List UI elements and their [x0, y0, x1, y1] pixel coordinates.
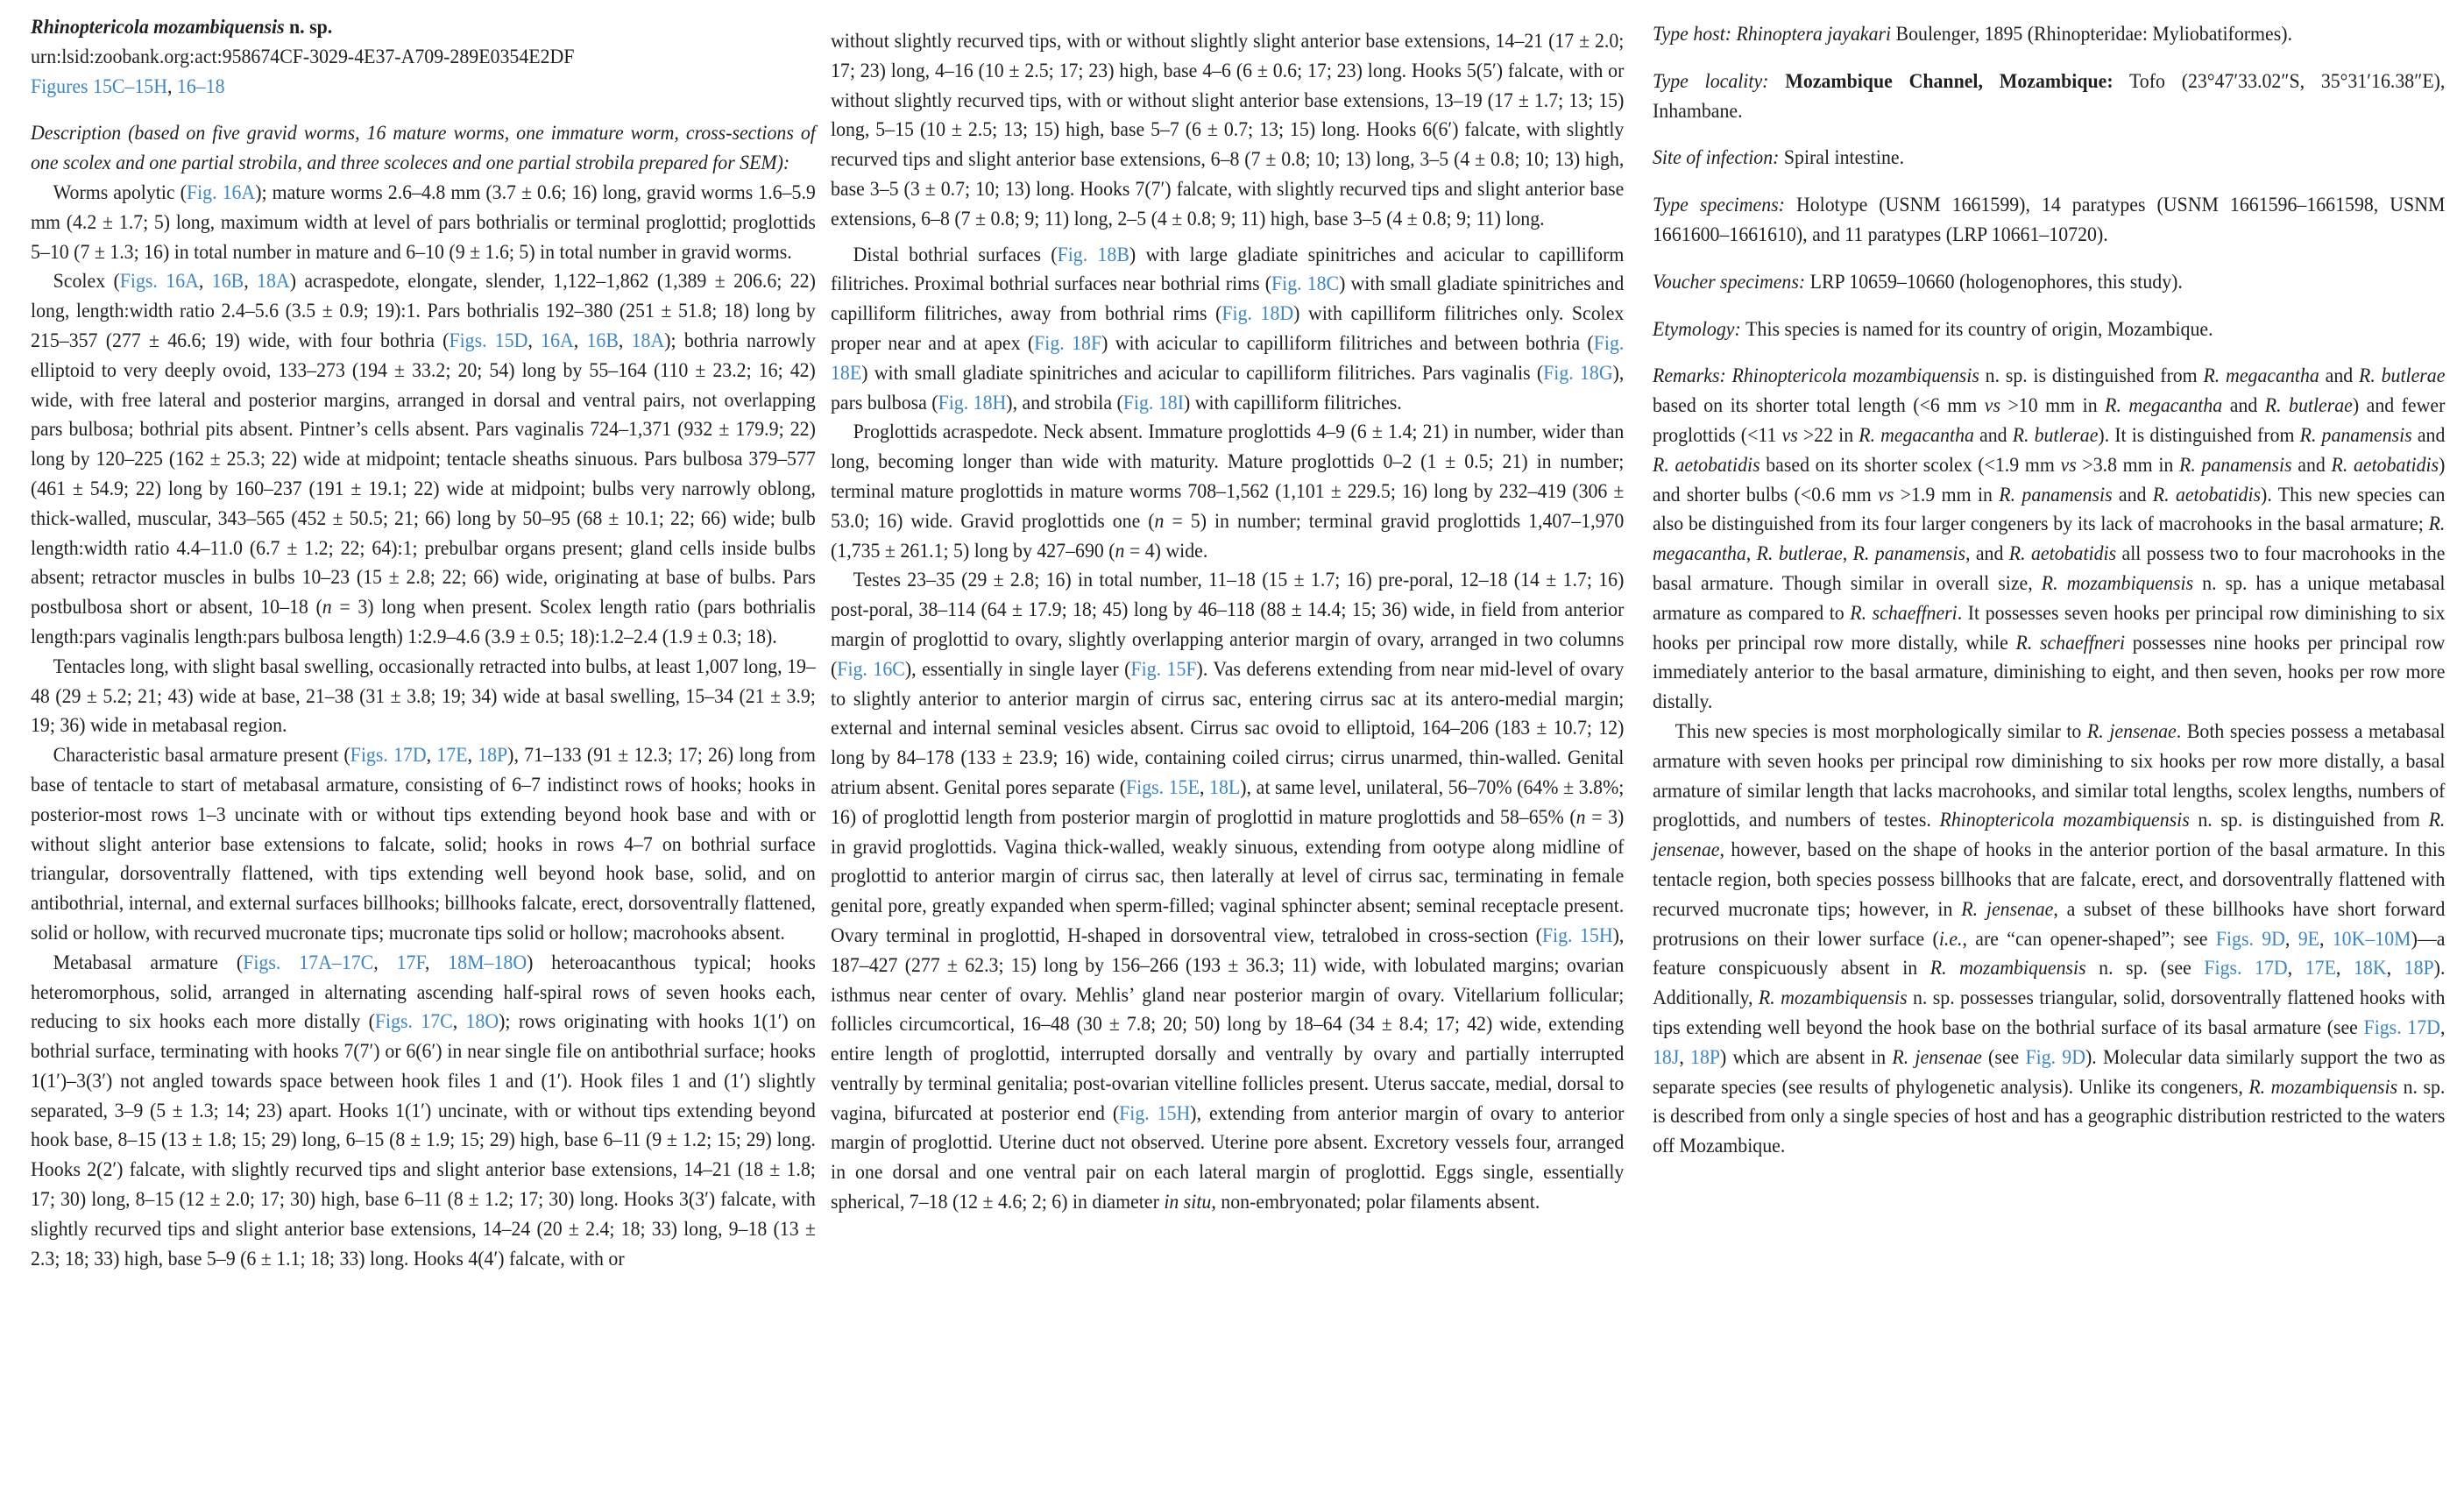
paragraph-microtriches	[831, 240, 1624, 418]
text-run: based on its shorter scolex (<1.9 mm	[1759, 453, 2061, 476]
figure-link[interactable]: 16B	[586, 329, 619, 351]
text-run: ) with capilliform filitriches only. Scolex proper near and at apex (	[831, 302, 1625, 354]
paragraph-metabasal-armature	[31, 948, 816, 1274]
text-run: Testes 23–35 (29 ± 2.8; 16) in total number, 11–18 (15 ± 1.7; 16) pre-poral, 12–18 (14 ± 1.7; 16) post-poral, 38–114 (64 ± 17.9; 18; 45) long by 46–118 (88 ± 14.4; 15; 36) wide, in field from anterior margin of proglottid to ovary, slightly overlapping anterior margin of ovary, arranged in two columns (	[831, 569, 1625, 680]
species-title	[31, 12, 816, 42]
description-intro	[31, 118, 816, 178]
text-run: ); mature worms 2.6–4.8 mm (3.7 ± 0.6; 16) long, gravid worms 1.6–5.9 mm (4.2 ± 1.7; 5) long, maximum width at level of pars bothrialis or terminal proglottid; proglottids 5–10 (7 ± 1.3; 16) in total number in mature and 6–10 (9 ± 1.6; 5) in total number in gravid worms.	[31, 180, 816, 263]
text-run: . It possesses seven hooks per principal row diminishing to six hooks per principal row more distally, while	[1653, 601, 2446, 654]
italic-text: Type host:	[1653, 23, 1737, 45]
paragraph-metabasal-continued	[831, 26, 1624, 234]
figure-references	[31, 72, 816, 102]
text-run: ). It is distinguished from	[2098, 423, 2300, 446]
italic-text: n	[1115, 539, 1125, 562]
text-run: ,	[452, 1010, 466, 1033]
text-run: ,	[2287, 957, 2305, 980]
text-run: Tentacles long, with slight basal swelling, occasionally retracted into bulbs, at least 1,007 long, 19–48 (29 ± 5.2; 21; 43) wide at base, 21–38 (31 ± 3.8; 19; 34) wide at basal swelling, 15–34 (21 ± 3.9; 19; 36) wide in metabasal region.	[31, 654, 816, 737]
italic-text: R. panamensis	[1852, 542, 1965, 565]
text-run: ,	[198, 270, 212, 293]
italic-text: in situ	[1164, 1191, 1212, 1213]
text-run: ,	[2284, 927, 2298, 950]
italic-text: Rhinoptericola mozambiquensis	[1731, 364, 1979, 387]
text-run: Spiral intestine.	[1783, 146, 1905, 169]
italic-text: R. aetobatidis	[2152, 483, 2262, 506]
italic-text: R. butlerae	[2264, 394, 2353, 417]
figure-link[interactable]: Fig. 18G	[1543, 361, 1613, 384]
text-run: and	[1973, 423, 2013, 446]
type-locality	[1653, 67, 2445, 126]
italic-text: R. megacantha	[1653, 513, 2446, 565]
figure-link[interactable]: 17F	[396, 951, 425, 973]
figure-link[interactable]: 18A	[631, 329, 665, 351]
text-run: possesses nine hooks per principal row immediately anterior to the basal armature, diminishing to eight, and then seven, hooks per row more distally.	[1653, 631, 2446, 713]
figure-link[interactable]: Figures 15C–15H	[31, 74, 167, 97]
figure-link[interactable]: 10K–10M	[2332, 927, 2411, 950]
text-run: based on its shorter total length (<6 mm	[1653, 394, 1985, 417]
italic-text: Rhinoptera jayakari	[1736, 23, 1892, 45]
text-run: , however, based on the shape of hooks in the anterior portion of the basal armature. In this tentacle region, both species possess billhooks that are falcate, erect, and dorsoventrally flattened with recurved mucronate tips; however, in	[1653, 838, 2446, 920]
italic-text: Type specimens:	[1653, 194, 1796, 216]
figure-link[interactable]: Fig. 18B	[1057, 243, 1129, 265]
italic-text: Etymology:	[1653, 317, 1746, 340]
text-run: ,	[166, 74, 177, 97]
figure-link[interactable]: Fig. 18I	[1122, 391, 1184, 414]
italic-text: vs	[1878, 483, 1894, 506]
figure-link[interactable]: Figs. 17A–17C	[243, 951, 374, 973]
text-run: ) which are absent in	[1720, 1045, 1893, 1068]
text-run: ), 187–427 (277 ± 62.3; 15) long by 156–266 (193 ± 36.3; 11) wide, with lobulated margins; ovarian isthmus near center of ovary. Mehlis’ gland near posterior margin of ovary. Vitellarium follicular; follicles circumcortical, 16–48 (30 ± 7.8; 20; 50) long by 18–64 (34 ± 8.4; 17; 42) wide, extending entire length of proglottid, interrupted dorsally and ventrally by ovary and partially interrupted ventrally by terminal genitalia; post-ovarian vitelline follicles present. Uterus saccate, medial, dorsal to vagina, bifurcated at posterior end (	[831, 923, 1625, 1124]
text-run: = 3) in gravid proglottids. Vagina thick-walled, weakly sinuous, extending from ootype along midline of proglottid to anterior margin of cirrus sac, then laterally at level of cirrus sac, terminating in female genital pore, greatly expanded when sperm-filled; vaginal sphincter absent; seminal receptacle present. Ovary terminal in proglottid, H-shaped in dorsoventral view, tetralobed in cross-section (	[831, 805, 1625, 946]
paragraph-proglottids	[831, 417, 1624, 565]
bold-text: Rhinoptericola mozambiquensis	[31, 16, 285, 38]
italic-text: R. mozambiquensis	[1929, 957, 2086, 980]
figure-link[interactable]: Fig. 18H	[938, 391, 1007, 414]
text-run: ). This new species can also be distinguished from its four larger congeners by its lack of macrohooks in the basal armature;	[1653, 483, 2446, 535]
figure-link[interactable]: Fig. 18C	[1271, 272, 1340, 295]
italic-text: Description (based on five gravid worms, 16 mature worms, one immature worm, cross-sections of one scolex and one partial strobila, and three scoleces and one partial strobila prepared for SEM):	[31, 122, 816, 174]
figure-link[interactable]: 18K	[2353, 957, 2387, 980]
text-run: Tofo (23°47′33.02″S, 35°31′16.38″E), Inhambane.	[1653, 69, 2446, 122]
text-run: and	[2411, 423, 2446, 446]
italic-text: vs	[1984, 394, 2000, 417]
text-run: ) and fewer proglottids (<11	[1653, 394, 2446, 446]
figure-link[interactable]: Fig. 16C	[837, 657, 905, 680]
paragraph-scolex	[31, 266, 816, 651]
figure-link[interactable]: Fig. 15F	[1130, 657, 1197, 680]
text-run: , are “can opener-shaped”; see	[1962, 927, 2216, 950]
figure-link[interactable]: Figs. 17D	[2363, 1015, 2440, 1038]
italic-text: n	[322, 596, 332, 619]
italic-text: vs	[1781, 423, 1798, 446]
italic-text: R. megacantha	[1859, 423, 1974, 446]
text-run: ), essentially in single layer (	[904, 657, 1131, 680]
text-run: ); bothria narrowly elliptoid to very deeply ovoid, 133–273 (194 ± 33.2; 20; 54) long by 55–164 (110 ± 23.2; 16; 42) wide, with free lateral and posterior margins, arranged in dorsal and ventral pairs, not overlapping pars bulbosa; bothrial pits absent. Pintner’s cells absent. Pars vaginalis 724–1,371 (932 ± 179.9; 22) long by 120–225 (162 ± 25.3; 22) wide at midpoint; tentacle sheaths sinuous. Pars bulbosa 379–577 (461 ± 54.9; 22) long by 160–237 (191 ± 19.1; 22) wide at midpoint; bulbs very narrowly oblong, thick-walled, muscular, 343–565 (452 ± 50.5; 21; 66) long by 50–95 (68 ± 10.1; 22; 66) wide; bulb length:width ratio 4.4–11.0 (6.7 ± 1.2; 22; 64):1; prebulbar organs present; gland cells inside bulbs absent; retractor muscles in bulbs 10–23 (15 ± 2.8; 22; 66) wide, originating at base of bulbs. Pars postbulbosa short or absent, 10–18 (	[31, 329, 816, 619]
paragraph-worms	[31, 178, 816, 266]
text-run: ,	[467, 744, 478, 767]
text-run: = 4) wide.	[1124, 539, 1208, 562]
text-run: ), extending from anterior margin of ovary to anterior margin of proglottid. Uterine duct not observed. Uterine pore absent. Excretory vessels four, arranged in one dorsal and one ventral pair on each lateral margin of proglottid. Eggs single, essentially spherical, 7–18 (12 ± 4.6; 2; 6) in diameter	[831, 1101, 1625, 1213]
italic-text: vs	[2060, 453, 2077, 476]
text-run: Holotype (USNM 1661599), 14 paratypes (USNM 1661596–1661598, USNM 1661600–1661610), and 11 paratypes (LRP 10661–10720).	[1653, 194, 2446, 245]
text-run: . Both species possess a metabasal armature with seven hooks per principal row diminishing to six hooks per row more distally, a basal armature of similar length that lacks macrohooks, and similar total lengths, scolex lengths, numbers of proglottids, and numbers of testes.	[1653, 719, 2446, 831]
italic-text: R. jensenae	[1653, 809, 2446, 861]
italic-text: R. megacantha	[2105, 394, 2223, 417]
text-run: LRP 10659–10660 (hologenophores, this study).	[1809, 270, 2183, 293]
text-run: >1.9 mm in	[1894, 483, 2000, 506]
figure-link[interactable]: 18P	[2404, 957, 2434, 980]
voucher-specimens	[1653, 267, 2445, 297]
text-run: ) and shorter bulbs (<0.6 mm	[1653, 453, 2446, 506]
text-run: urn:lsid:zoobank.org:act:958674CF-3029-4E37-A709-289E0354E2DF	[31, 45, 575, 67]
text-run: ,	[2319, 927, 2333, 950]
figure-link[interactable]: 17E	[2305, 957, 2336, 980]
figure-link[interactable]: 17E	[436, 744, 468, 767]
text-run: Worms apolytic (	[53, 180, 187, 203]
text-run: ), at same level, unilateral, 56–70% (64% ± 3.8%; 16) of proglottid length from posterior margin of proglottid in mature proglottids and 58–65% (	[831, 775, 1625, 828]
figure-link[interactable]: 16A	[541, 329, 574, 351]
remarks	[1653, 361, 2445, 717]
text-run: Characteristic basal armature present (	[53, 744, 350, 767]
italic-text: R. butlerae	[1756, 542, 1843, 565]
italic-text: R. jensenae	[1892, 1045, 1982, 1068]
text-run: ) with capilliform filitriches.	[1183, 391, 1402, 414]
text-run: ,	[573, 329, 587, 351]
text-run: ) with small gladiate spinitriches and capilliform filitriches, away from bothrial rims (	[831, 272, 1625, 325]
figure-link[interactable]: 18P	[1690, 1045, 1721, 1068]
text-run: and	[2291, 453, 2332, 476]
zoobank-lsid	[31, 42, 816, 72]
italic-text: Type locality:	[1653, 69, 1786, 92]
text-run: n. sp. possesses triangular, solid, dorsoventrally flattened hooks with tips extending well beyond the hook base on the bothrial surface of its basal armature (see	[1653, 987, 2446, 1038]
italic-text: R. mozambiquensis	[2248, 1075, 2398, 1098]
italic-text: R. schaeffneri	[1850, 601, 1958, 624]
text-run: ,	[2386, 957, 2404, 980]
italic-text: n	[1154, 509, 1165, 532]
italic-text: R. butlerae	[2012, 423, 2099, 446]
figure-link[interactable]: Figs. 15E	[1125, 775, 1200, 798]
text-run: = 3) long when present. Scolex length ratio (pars bothrialis length:pars vaginalis length:pars bulbosa length) 1:2.9–4.6 (3.9 ± 0.5; 18):1.2–2.4 (1.9 ± 0.3; 18).	[31, 596, 816, 647]
text-run: ,	[2335, 957, 2354, 980]
text-run: ,	[244, 270, 258, 293]
text-run: , non-embryonated; polar filaments absent.	[1211, 1191, 1540, 1213]
italic-text: R. mozambiquensis	[2041, 571, 2194, 594]
figure-link[interactable]: Fig. 18F	[1034, 331, 1102, 354]
italic-text: Voucher specimens:	[1653, 270, 1810, 293]
italic-text: Site of infection:	[1653, 146, 1784, 169]
figure-link[interactable]: 18P	[478, 744, 508, 767]
figure-link[interactable]: 9E	[2298, 927, 2319, 950]
text-run: n. sp. is distinguished from	[2189, 809, 2429, 831]
text-run: = 5) in number; terminal gravid proglottids 1,407–1,970 (1,735 ± 261.1; 5) long by 427–690 (	[831, 509, 1625, 562]
italic-text: R. schaeffneri	[2015, 631, 2126, 654]
text-run: Metabasal armature (	[53, 951, 244, 973]
figure-link[interactable]: Fig. 9D	[2025, 1045, 2086, 1068]
figure-link[interactable]: Figs. 16A	[119, 270, 199, 293]
text-run: ,	[1842, 542, 1853, 565]
text-run: ), pars bulbosa (	[831, 361, 1625, 414]
text-run: >22 in	[1797, 423, 1859, 446]
text-run: This new species is most morphologically similar to	[1675, 719, 2087, 742]
figure-link[interactable]: Fig. 18E	[831, 331, 1625, 384]
text-run: ) with small gladiate spinitriches and acicular to capilliform filitriches. Pars vaginalis (	[861, 361, 1544, 384]
type-host	[1653, 19, 2445, 49]
text-run: all possess two to four macrohooks in the basal armature. Though similar in overall size,	[1653, 542, 2446, 594]
paragraph-testes	[831, 565, 1624, 1217]
text-run: ,	[1745, 542, 1757, 565]
remarks-comparison-jensenae	[1653, 717, 2445, 1161]
figure-link[interactable]: Figs. 15D	[449, 329, 528, 351]
text-run: ,	[426, 744, 437, 767]
italic-text: R. panamensis	[2178, 453, 2292, 476]
text-run: >10 mm in	[2000, 394, 2106, 417]
site-of-infection	[1653, 143, 2445, 173]
figure-link[interactable]: 18O	[465, 1010, 499, 1033]
text-run: Scolex (	[53, 270, 120, 293]
italic-text: R. panamensis	[1999, 483, 2113, 506]
text-run: ), and strobila (	[1006, 391, 1123, 414]
paragraph-tentacles	[31, 652, 816, 740]
text-run: ) with large gladiate spinitriches and acicular to capilliform filitriches. Proximal bothrial surfaces near bothrial rims (	[831, 243, 1625, 295]
text-run: and	[2319, 364, 2360, 387]
text-run: n. sp. (see	[2085, 957, 2205, 980]
type-specimens	[1653, 190, 2445, 250]
text-run: ,	[373, 951, 397, 973]
figure-link[interactable]: Fig. 16A	[186, 180, 256, 203]
text-run: Boulenger, 1895 (Rhinopteridae: Myliobatiformes).	[1891, 23, 2292, 45]
bold-text: Mozambique Channel, Mozambique:	[1785, 69, 2114, 92]
middle-column	[831, 26, 1624, 1217]
figure-link[interactable]: 18A	[257, 270, 290, 293]
text-run: n. sp. has a unique metabasal armature as compared to	[1653, 571, 2446, 624]
italic-text: Rhinoptericola mozambiquensis	[1939, 809, 2190, 831]
italic-text: R. panamensis	[2299, 423, 2412, 446]
text-run: , and	[1965, 542, 2009, 565]
figure-link[interactable]: Fig. 18D	[1221, 302, 1294, 325]
text-run: ) acraspedote, elongate, slender, 1,122–1,862 (1,389 ± 206.6; 22) long, length:width ratio 2.4–5.6 (3.5 ± 0.9; 19):1. Pars bothrialis 192–380 (251 ± 51.8; 18) long by 215–357 (277 ± 46.6; 19) wide, with four bothria (	[31, 270, 816, 351]
figure-link[interactable]: 16B	[211, 270, 244, 293]
figure-link[interactable]: Figs. 17D	[350, 744, 427, 767]
right-column	[1653, 19, 2445, 1161]
italic-text: Remarks:	[1653, 364, 1732, 387]
text-run: , a subset of these billhooks have short forward protrusions on their lower surface (	[1653, 897, 2446, 950]
italic-text: i.e.	[1938, 927, 1963, 950]
text-run: ,	[424, 951, 449, 973]
italic-text: R. jensenae	[1961, 897, 2054, 920]
text-run: >3.8 mm in	[2076, 453, 2179, 476]
italic-text: R. jensenae	[2086, 719, 2177, 742]
text-run: ,	[2439, 1015, 2446, 1038]
left-column	[31, 12, 816, 1273]
paragraph-basal-armature	[31, 740, 816, 948]
text-run: without slightly recurved tips, with or without slightly slight anterior base extensions, 14–21 (17 ± 2.0; 17; 23) long, 4–16 (10 ± 2.5; 17; 23) high, base 4–6 (6 ± 0.6; 17; 23) long. Hooks 5(5′) falcate, with or without slightly recurved tips, with or without slight anterior base extensions, 13–19 (17 ± 1.7; 13; 15) long, 5–15 (10 ± 2.5; 13; 15) high, base 5–7 (6 ± 0.7; 13; 15) long. Hooks 6(6′) falcate, with slightly recurved tips and slight anterior base extensions, 6–8 (7 ± 0.8; 10; 13) long, 3–5 (4 ± 0.8; 10; 13) high, base 3–5 (3 ± 0.7; 10; 13) long. Hooks 7(7′) falcate, with slightly recurved tips and slight anterior base extensions, 6–8 (7 ± 0.8; 9; 11) long, 2–5 (4 ± 0.8; 9; 11) high, base 3–5 (4 ± 0.8; 9; 11) long.	[831, 30, 1625, 230]
italic-text: R. megacantha	[2203, 364, 2319, 387]
figure-link[interactable]: Figs. 9D	[2215, 927, 2285, 950]
text-run: ,	[1199, 775, 1210, 798]
text-run: This species is named for its country of origin, Mozambique.	[1745, 317, 2213, 340]
text-run: ) heteroacanthous typical; hooks heteromorphous, solid, arranged in alternating ascending half-spiral rows of seven hooks each, reducing to six hooks each more distally (	[31, 951, 816, 1033]
figure-link[interactable]: Fig. 15H	[1541, 923, 1613, 946]
text-run: )—a feature conspicuously absent in	[1653, 927, 2446, 980]
text-run: and	[2112, 483, 2153, 506]
figure-link[interactable]: Fig. 15H	[1119, 1101, 1191, 1124]
etymology	[1653, 315, 2445, 344]
italic-text: R. aetobatidis	[1653, 453, 1760, 476]
italic-text: n	[1575, 805, 1586, 828]
text-run: ). Molecular data similarly support the two as separate species (see results of phylogenetic analysis). Unlike its congeners,	[1653, 1045, 2446, 1098]
figure-link[interactable]: Figs. 17D	[2204, 957, 2288, 980]
text-run: and	[2222, 394, 2265, 417]
italic-text: R. butlerae	[2359, 364, 2446, 387]
text-run: n. sp. is described from only a single species of host and has a geographic distribution restricted to the waters off Mozambique.	[1653, 1075, 2446, 1157]
text-run: ). Additionally,	[1653, 957, 2446, 1009]
text-run: ,	[618, 329, 632, 351]
figure-link[interactable]: 18M–18O	[448, 951, 527, 973]
text-run: n. sp. is distinguished from	[1979, 364, 2204, 387]
text-run: Proglottids acraspedote. Neck absent. Immature proglottids 4–9 (6 ± 1.4; 21) in number, wider than long, becoming longer than wide with maturity. Mature proglottids 0–2 (1 ± 0.5; 21) in number; terminal mature proglottids in mature worms 708–1,562 (1,101 ± 229.5; 16) long by 232–419 (306 ± 53.0; 16) wide. Gravid proglottids one (	[831, 421, 1625, 532]
figure-link[interactable]: 18J	[1653, 1045, 1680, 1068]
text-run: ) with acicular to capilliform filitriches and between bothria (	[1101, 331, 1594, 354]
text-run: ). Vas deferens extending from near mid-level of ovary to slightly anterior to anterior margin of cirrus sac, entering cirrus sac at its antero-medial margin; external and internal seminal vesicles absent. Cirrus sac ovoid to elliptoid, 164–206 (183 ± 10.7; 12) long by 84–178 (133 ± 23.9; 16) wide, containing coiled cirrus; cirrus unarmed, thin-walled. Genital atrium absent. Genital pores separate (	[831, 657, 1625, 798]
italic-text: R. aetobatidis	[2331, 453, 2439, 476]
text-run: ); rows originating with hooks 1(1′) on bothrial surface, terminating with hooks 7(7′) or 6(6′) in near single file on antibothrial surface; hooks 1(1′)–3(3′) not angled towards space between hook files 1 and (1′). Hook files 1 and (1′) slightly separated, 3–9 (5 ± 1.3; 14; 23) apart. Hooks 1(1′) uncinate, with or without tips extending beyond hook base, 8–15 (13 ± 1.8; 15; 29) long, 6–15 (8 ± 1.9; 15; 29) high, base 6–11 (9 ± 1.2; 15; 29) long. Hooks 2(2′) falcate, with slightly recurved tips and slight anterior base extensions, 14–21 (18 ± 1.8; 17; 30) long, 8–15 (12 ± 2.0; 17; 30) high, base 6–11 (8 ± 1.2; 17; 30) long. Hooks 3(3′) falcate, with slightly recurved tips and slight anterior base extensions, 14–24 (20 ± 2.4; 18; 33) long, 9–18 (13 ± 2.3; 18; 33) high, base 5–9 (6 ± 1.1; 18; 33) long. Hooks 4(4′) falcate, with or	[31, 1010, 816, 1270]
text-run: (see	[1981, 1045, 2026, 1068]
italic-text: R. mozambiquensis	[1758, 987, 1908, 1009]
text-run: ), 71–133 (91 ± 12.3; 17; 26) long from base of tentacle to start of metabasal armature, consisting of 6–7 indistinct rows of hooks; hooks in posterior-most rows 1–3 uncinate with or without tips extending beyond hook base and with or without slight anterior base extensions to falcate, solid; hooks in rows 4–7 on bothrial surface triangular, dorsoventrally flattened, with tips extending well beyond hook base, solid, and on antibothrial, internal, and external surfaces billhooks; billhooks falcate, erect, dorsoventrally flattened, solid or hollow, with recurved mucronate tips; mucronate tips solid or hollow; macrohooks absent.	[31, 744, 816, 944]
italic-text: R. aetobatidis	[2008, 542, 2117, 565]
text-run: ,	[527, 329, 542, 351]
figure-link[interactable]: 16–18	[176, 74, 225, 97]
figure-link[interactable]: 18L	[1209, 775, 1241, 798]
text-run: ,	[1679, 1045, 1691, 1068]
bold-text: n. sp.	[284, 16, 333, 38]
figure-link[interactable]: Figs. 17C	[374, 1010, 453, 1033]
text-run: Distal bothrial surfaces (	[853, 243, 1058, 265]
